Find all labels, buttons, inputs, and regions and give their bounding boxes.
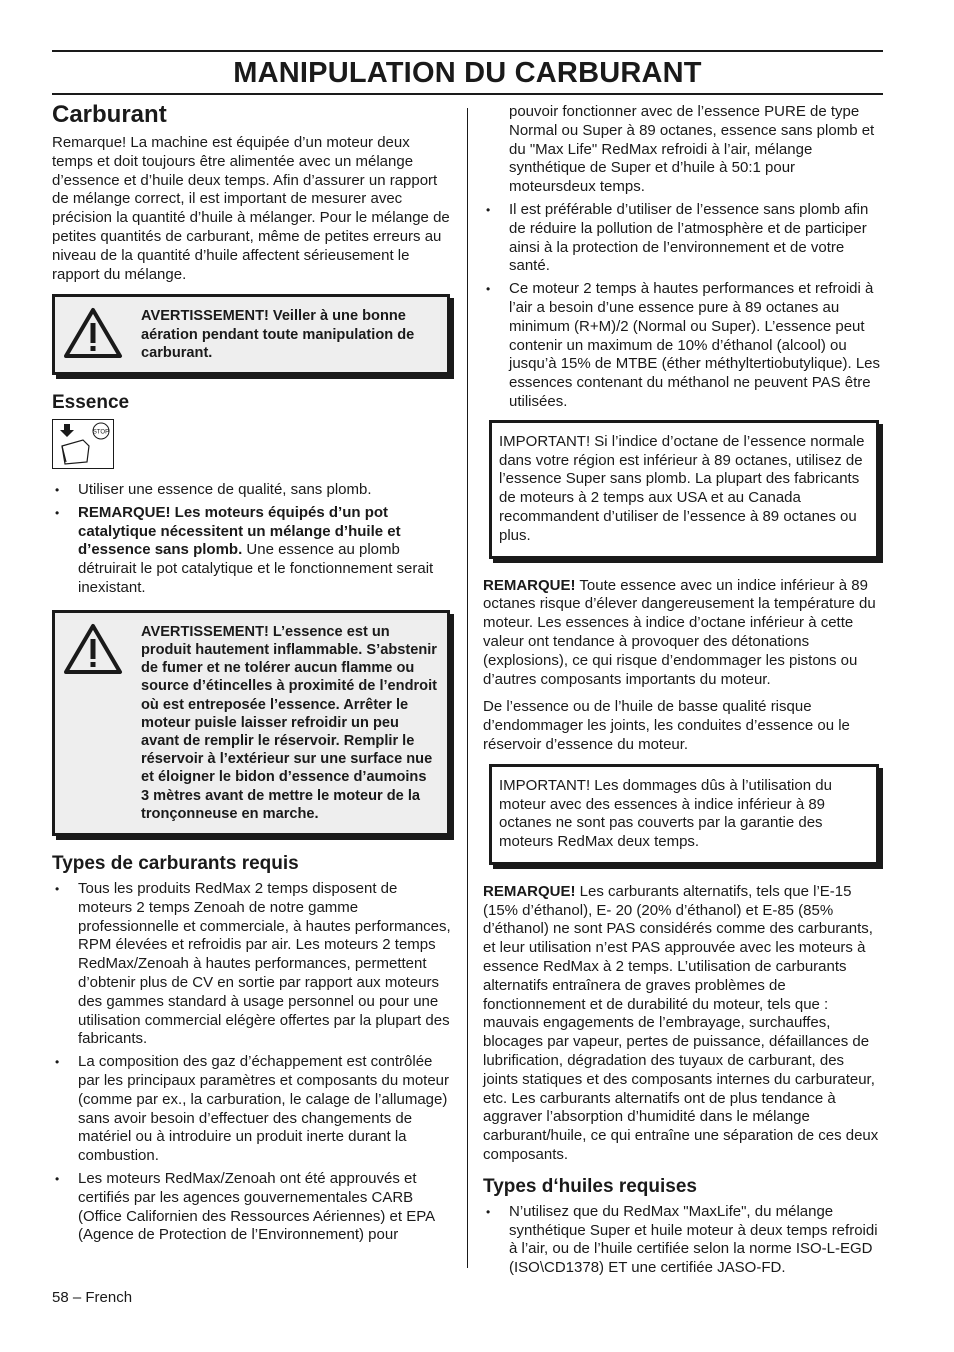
warning-triangle-icon [63, 623, 123, 675]
catalytic-remark-text: Une essence au plomb détruirait le pot catalytique et le fonctionnement serait inexistant. [78, 541, 434, 596]
column-divider [467, 108, 468, 1268]
stop-engine-icon [52, 419, 114, 469]
important-box-octane [489, 420, 879, 559]
warning-box-ventilation [52, 294, 450, 375]
section-title-oil-types: Types d‘huiles requises [483, 1175, 698, 1197]
oil-types-bullet-list [483, 1203, 883, 1278]
list-item: • La composition des gaz d’échappement est contrôlée par les principaux paramètres et composants du moteur (comme par ex., la carburation, le calage de l’allumage) sans avoir besoin d’effectuer des changements de matériel ou à introduire un produit inerte durant la combustion. [52, 1053, 454, 1166]
remarque-octane-paragraph [483, 577, 883, 690]
list-item: • Ce moteur 2 temps à hautes performances et refroidi à l’air a besoin d’une essence pure à 89 octanes au minimum (R+M)/2 (Normal ou Super). L’essence peut contenir un maximum de 10% d’éthanol (alcool) ou jusqu’à 15% de MTBE (éther méthyltertiobutylique). Les essences contenant du méthanol ne peuvent PAS être utilisées. [483, 280, 883, 412]
right-bullet-list [483, 201, 883, 412]
page-number: 58 – French [52, 1289, 133, 1306]
right-column [483, 103, 883, 1286]
warning-triangle-icon [63, 307, 123, 359]
warning-text-flammable: AVERTISSEMENT! L’essence est un produit hautement inflammable. S’abstenir de fumer et ne tolérer aucun flamme ou source d’étincelles à proximité de l’endroit où est entreposée l’essence. Arrêter le moteur puisle laisser refroidir un peu avant de remplir le réservoir. Remplir le réservoir à l’extérieur sur une surface nue et éloigner le bidon d’essence d’aumoins 3 mètres avant de mettre le moteur de la tronçonneuse en marche. [141, 623, 438, 822]
header-rule-bottom [52, 93, 883, 95]
header-rule-top [52, 50, 883, 52]
essence-bullet-list [52, 481, 454, 598]
stop-label: STOP [92, 429, 110, 436]
list-item: • Utiliser une essence de qualité, sans plomb. [52, 481, 454, 500]
list-item: • Il est préférable d’utiliser de l’essence sans plomb afin de réduire la pollution de l’atmosphère et de participer ainsi à la protection de l’environnement et de votre santé. [483, 201, 883, 276]
section-title-fuel-types: Types de carburants requis [52, 853, 299, 874]
section-title-essence: Essence [52, 391, 130, 413]
section-title-carburant: Carburant [52, 101, 167, 128]
remarque-text: Les carburants alternatifs, tels que l’E-15 (15% d’éthanol), E- 20 (20% d’éthanol) et E-85 (85% d’éthanol) ne sont PAS considérés comme des carburants, et leur utilisation n’est PAS approuvée avec les moteurs à essence RedMax à 2 temps. L’utilisation de carburants alternatifs entraînera de graves problèmes de fonctionnement et de durabilité du moteur, tels que : mauvais engagements de l’embrayage, surchauffes, blocages par vapeur, pertes de puissance, défaillances de lubrification, dégradation des tuyaux de carburant, des joints statiques et des composants internes du carburateur, etc. Les carburants alternatifs ont de plus tendance à aggraver l’absorption d’humidité dans le mélange carburant/huile, ce qui entraîne une séparation de ces deux composants. [483, 882, 879, 1164]
intro-paragraph: Remarque! La machine est équipée d’un moteur deux temps et doit toujours être alimentée avec un mélange d’essence et d’huile deux temps. Afin d’assurer un rapport de mélange correct, il est important de mesurer avec précision la quantité d’huile à mélanger. Pour le mélange de petites quantités de carburant, même de petites erreurs au niveau de la quantité d’huile affectent sérieusement le rapport du mélange. [52, 134, 450, 283]
continued-paragraph: pouvoir fonctionner avec de l’essence PURE de type Normal ou Super à 89 octanes, essence sans plomb et du "Max Life" RedMax refroidi à l’air, mélange synthétique de Super et d’huile à 50:1 pour moteursdeux temps. [509, 103, 875, 196]
catalytic-remark-bold: REMARQUE! Les moteurs équipés d’un pot catalytique nécessitent un mélange d’huile et d’essence sans plomb. [78, 503, 401, 559]
warning-text-ventilation: AVERTISSEMENT! Veiller à une bonne aération pendant toute manipulation de carburant. [141, 308, 415, 361]
remarque-label: REMARQUE! [483, 882, 576, 900]
list-item: • N’utilisez que du RedMax "MaxLife", du mélange synthétique Super et huile moteur à deux temps refroidi à l’air, ou de l’huile certifiée selon la norme ISO-L-EGD (ISO\CD1378) ET une certifiée JASO-FD. [483, 1203, 883, 1278]
list-item [52, 504, 454, 598]
remarque-label: REMARQUE! [483, 576, 576, 594]
fuel-types-bullet-list [52, 880, 454, 1245]
left-column [52, 100, 454, 1253]
remarque-text: Toute essence avec un indice inférieur à 89 octanes risque d’élever dangereusement la température du moteur. Les essences à indice d’octane inférieur à cette valeur ont tendance à provoquer des détonations (explosions), ce qui risque d’endommager les pistons ou d’autres composants importants du moteur. [483, 576, 876, 688]
quality-paragraph: De l’essence ou de l’huile de basse qualité risque d’endommager les joints, les conduites d’essence ou le réservoir d’essence du moteur. [483, 698, 850, 753]
list-item: • Les moteurs RedMax/Zenoah ont été approuvés et certifiés par les agences gouvernementales CARB (Office Californien des Ressources Aériennes) et EPA (Agence de Protection de l’Environnement) pour [52, 1170, 454, 1245]
remarque-alternative-fuels-paragraph [483, 883, 883, 1165]
list-item: • Tous les produits RedMax 2 temps disposent de moteurs 2 temps Zenoah de notre gamme professionnelle et commerciale, à hautes performances, RPM élevées et refroidis par air. Les moteurs 2 temps RedMax/Zenoah à hautes performances, permettent d’obtenir plus de CV en sortie par rapport aux moteurs des gammes standard à usage personnel ou pour une utilisation commercial elégère offertes par la plupart des fabricants. [52, 880, 454, 1049]
important-text-warranty: IMPORTANT! Les dommages dûs à l’utilisation du moteur avec des essences à indice inférieur à 89 octanes ne sont pas couverts par la garantie des moteurs RedMax deux temps. [499, 776, 832, 851]
page-title: MANIPULATION DU CARBURANT [233, 57, 702, 89]
important-text-octane: IMPORTANT! Si l’indice d’octane de l’essence normale dans votre région est inférieur à 89 octanes, utilisez de l’essence Super sans plomb. La plupart des fabricants de moteurs à 2 temps aux USA et au Canada recommandent d’utiliser de l’essence à 89 octanes ou plus. [499, 432, 865, 544]
warning-box-flammable [52, 610, 450, 836]
important-box-warranty [489, 764, 879, 865]
